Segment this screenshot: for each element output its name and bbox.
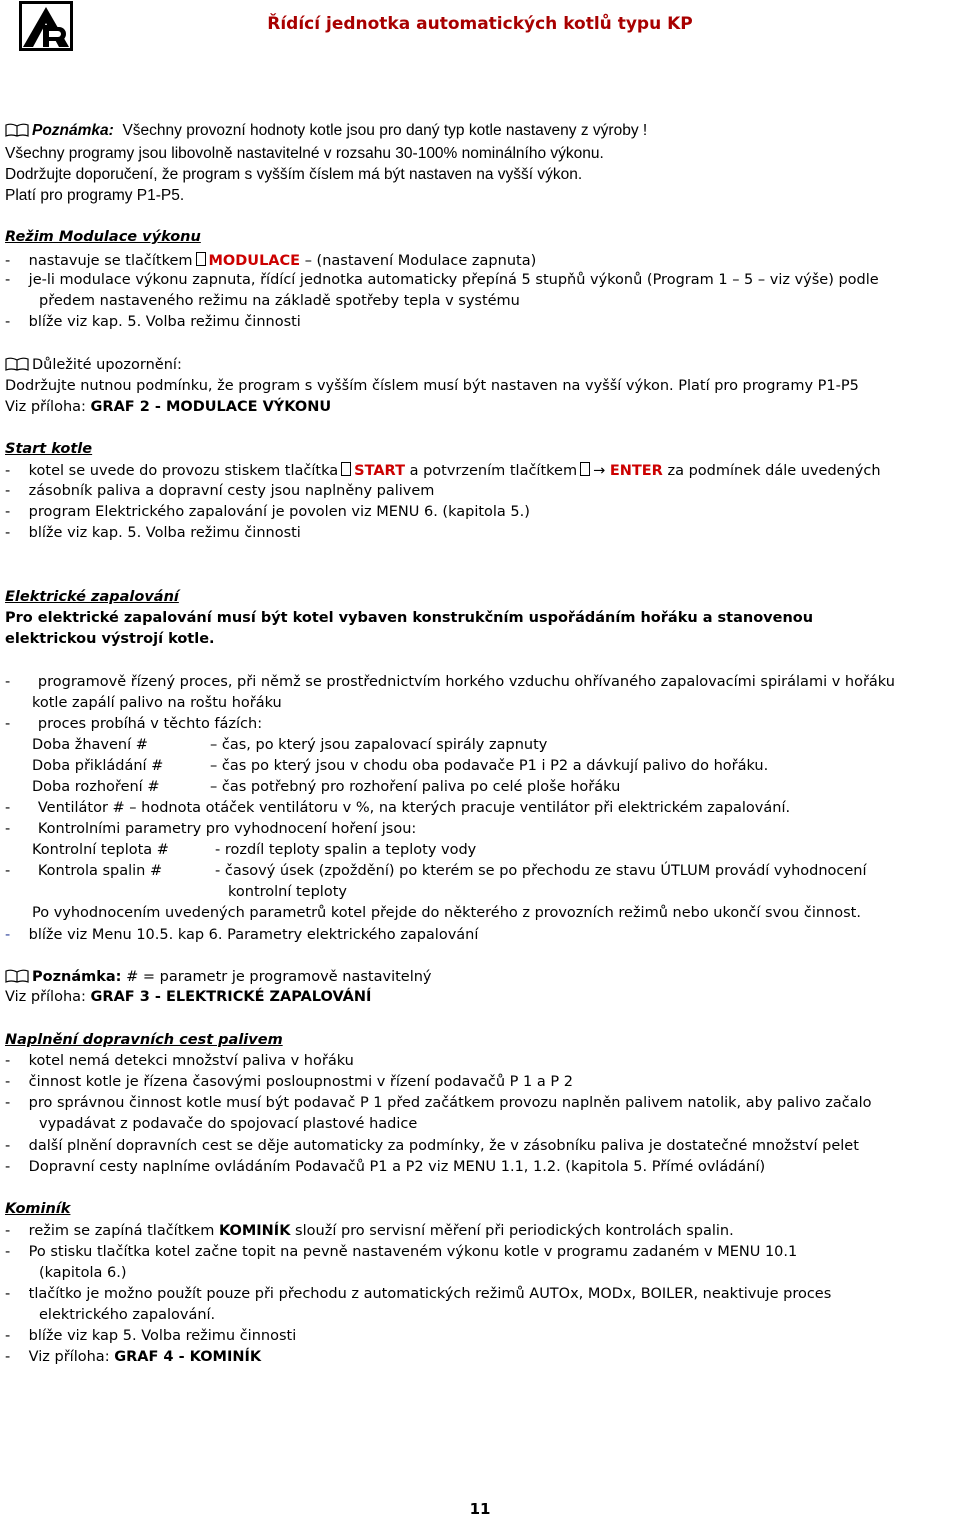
param-desc: - časový úsek (zpoždění) po kterém se po přechodu ze stavu ÚTLUM provádí vyhodnocení bbox=[215, 863, 867, 879]
list-item: - činnost kotle je řízena časovými posloupnostmi v řízení podavačů P 1 a P 2 bbox=[5, 1074, 573, 1090]
note-line bbox=[5, 123, 647, 139]
book-icon bbox=[5, 969, 29, 983]
see-attachment: Viz příloha: GRAF 2 - MODULACE VÝKONU bbox=[5, 399, 332, 415]
note-line: Platí pro programy P1-P5. bbox=[5, 187, 185, 204]
list-item-cont: kotle zapálí palivo na roštu hořáku bbox=[32, 695, 282, 711]
section-heading-start: Start kotle bbox=[5, 441, 93, 457]
book-icon bbox=[5, 123, 29, 137]
list-item: - proces probíhá v těchto fázích: bbox=[5, 716, 263, 732]
param-name: Kontrolní teplota # bbox=[32, 842, 169, 858]
enter-key: ENTER bbox=[609, 463, 663, 479]
list-item: - Viz příloha: GRAF 4 - KOMINÍK bbox=[5, 1349, 262, 1365]
phase-desc: – čas po který jsou v chodu oba podavače P1 i P2 a dávkují palivo do hořáku. bbox=[210, 758, 769, 774]
list-item-cont: (kapitola 6.) bbox=[39, 1265, 127, 1281]
phase-name: Doba přikládání # bbox=[32, 758, 164, 774]
page-header-title: Řídící jednotka automatických kotlů typu KP bbox=[267, 14, 693, 34]
key-icon bbox=[341, 462, 351, 476]
list-item: - nastavuje se tlačítkem MODULACE – (nastavení Modulace zapnuta) bbox=[5, 253, 537, 269]
note-text: Všechny provozní hodnoty kotle jsou pro daný typ kotle nastaveny z výroby ! bbox=[122, 122, 648, 139]
list-item: - kotel nemá detekci množství paliva v hořáku bbox=[5, 1053, 354, 1069]
page-number: 11 bbox=[469, 1500, 491, 1518]
ignition-requirement: elektrickou výstrojí kotle. bbox=[5, 631, 215, 647]
list-item: - pro správnou činnost kotle musí být podavač P 1 před začátkem provozu naplněn palivem natolik, aby palivo začalo bbox=[5, 1095, 872, 1111]
start-key: START bbox=[354, 463, 405, 479]
key-icon bbox=[580, 462, 590, 476]
list-item: - Dopravní cesty naplníme ovládáním Podavačů P1 a P2 viz MENU 1.1, 1.2. (kapitola 5. Přímé ovládání) bbox=[5, 1159, 766, 1175]
list-item: - Ventilátor # – hodnota otáček ventilátoru v %, na kterých pracuje ventilátor při elektrickém zapalování. bbox=[5, 800, 791, 816]
note-line: Všechny programy jsou libovolně nastavitelné v rozsahu 30-100% nominálního výkonu. bbox=[5, 145, 604, 162]
important-label: Důležité upozornění: bbox=[32, 357, 182, 373]
ignition-requirement: Pro elektrické zapalování musí být kotel vybaven konstrukčním uspořádáním hořáku a stanovenou bbox=[5, 610, 814, 626]
list-item: - je-li modulace výkonu zapnuta, řídící jednotka automaticky přepíná 5 stupňů výkonů (Program 1 – 5 – viz výše) podle bbox=[5, 272, 879, 288]
important-text: Dodržujte nutnou podmínku, že program s vyšším číslem musí být nastaven na vyšší výkon. Platí pro programy P1-P5 bbox=[5, 378, 859, 394]
list-item: - programově řízený proces, při němž se prostřednictvím horkého vzduchu ohřívaného zapalovacími spirálami v hořáku bbox=[5, 674, 895, 690]
list-item-cont: vypadávat z podavače do spojovací plastové hadice bbox=[39, 1116, 418, 1132]
book-icon bbox=[5, 357, 29, 371]
list-item: - blíže viz kap. 5. Volba režimu činnosti bbox=[5, 314, 301, 330]
list-item: - zásobník paliva a dopravní cesty jsou naplněny palivem bbox=[5, 483, 435, 499]
phase-name: Doba rozhoření # bbox=[32, 779, 160, 795]
list-item: - blíže viz Menu 10.5. kap 6. Parametry elektrického zapalování bbox=[5, 927, 479, 943]
phase-desc: – čas, po který jsou zapalovací spirály zapnuty bbox=[210, 737, 548, 753]
list-item: - kotel se uvede do provozu stiskem tlačítka START a potvrzením tlačítkem → ENTER za podmínek dále uvedených bbox=[5, 463, 881, 479]
list-item: - program Elektrického zapalování je povolen viz MENU 6. (kapitola 5.) bbox=[5, 504, 530, 520]
section-heading-modulation: Režim Modulace výkonu bbox=[5, 229, 201, 245]
modulace-key: MODULACE bbox=[208, 253, 301, 269]
list-item: - tlačítko je možno použít pouze při přechodu z automatických režimů AUTOx, MODx, BOILER, neaktivuje proces bbox=[5, 1286, 832, 1302]
phase-name: Doba žhavení # bbox=[32, 737, 148, 753]
see-attachment: Viz příloha: GRAF 3 - ELEKTRICKÉ ZAPALOVÁNÍ bbox=[5, 989, 372, 1005]
section-heading-ignition: Elektrické zapalování bbox=[5, 589, 179, 605]
list-item: - režim se zapíná tlačítkem KOMINÍK slouží pro servisní měření při periodických kontrolách spalin. bbox=[5, 1223, 734, 1239]
param-desc-cont: kontrolní teploty bbox=[228, 884, 347, 900]
important-label-line bbox=[5, 357, 182, 373]
section-heading-sweep: Kominík bbox=[5, 1201, 71, 1217]
note-label: Poznámka: bbox=[32, 122, 114, 139]
list-item: - další plnění dopravních cest se děje automaticky za podmínky, že v zásobníku paliva je dostatečné množství pelet bbox=[5, 1138, 859, 1154]
section-heading-fill: Naplnění dopravních cest palivem bbox=[5, 1032, 283, 1048]
phase-desc: – čas potřebný pro rozhoření paliva po celé ploše hořáku bbox=[210, 779, 621, 795]
param-desc: - rozdíl teploty spalin a teploty vody bbox=[215, 842, 477, 858]
note-line: Dodržujte doporučení, že program s vyšším číslem má být nastaven na vyšší výkon. bbox=[5, 166, 583, 183]
note-line: Poznámka: # = parametr je programově nastavitelný bbox=[5, 969, 432, 985]
key-icon bbox=[196, 252, 206, 266]
list-item: - Po stisku tlačítka kotel začne topit na pevně nastaveném výkonu kotle v programu zadaném v MENU 10.1 bbox=[5, 1244, 798, 1260]
ignition-after: Po vyhodnocením uvedených parametrů kotel přejde do některého z provozních režimů nebo ukončí svou činnost. bbox=[32, 905, 861, 921]
list-item: - Kontrola spalin # bbox=[5, 863, 163, 879]
list-item: - blíže viz kap. 5. Volba režimu činnosti bbox=[5, 525, 301, 541]
list-item-cont: předem nastaveného režimu na základě spotřeby tepla v systému bbox=[39, 293, 520, 309]
list-item: - Kontrolními parametry pro vyhodnocení hoření jsou: bbox=[5, 821, 417, 837]
list-item: - blíže viz kap 5. Volba režimu činnosti bbox=[5, 1328, 297, 1344]
list-item-cont: elektrického zapalování. bbox=[39, 1307, 216, 1323]
